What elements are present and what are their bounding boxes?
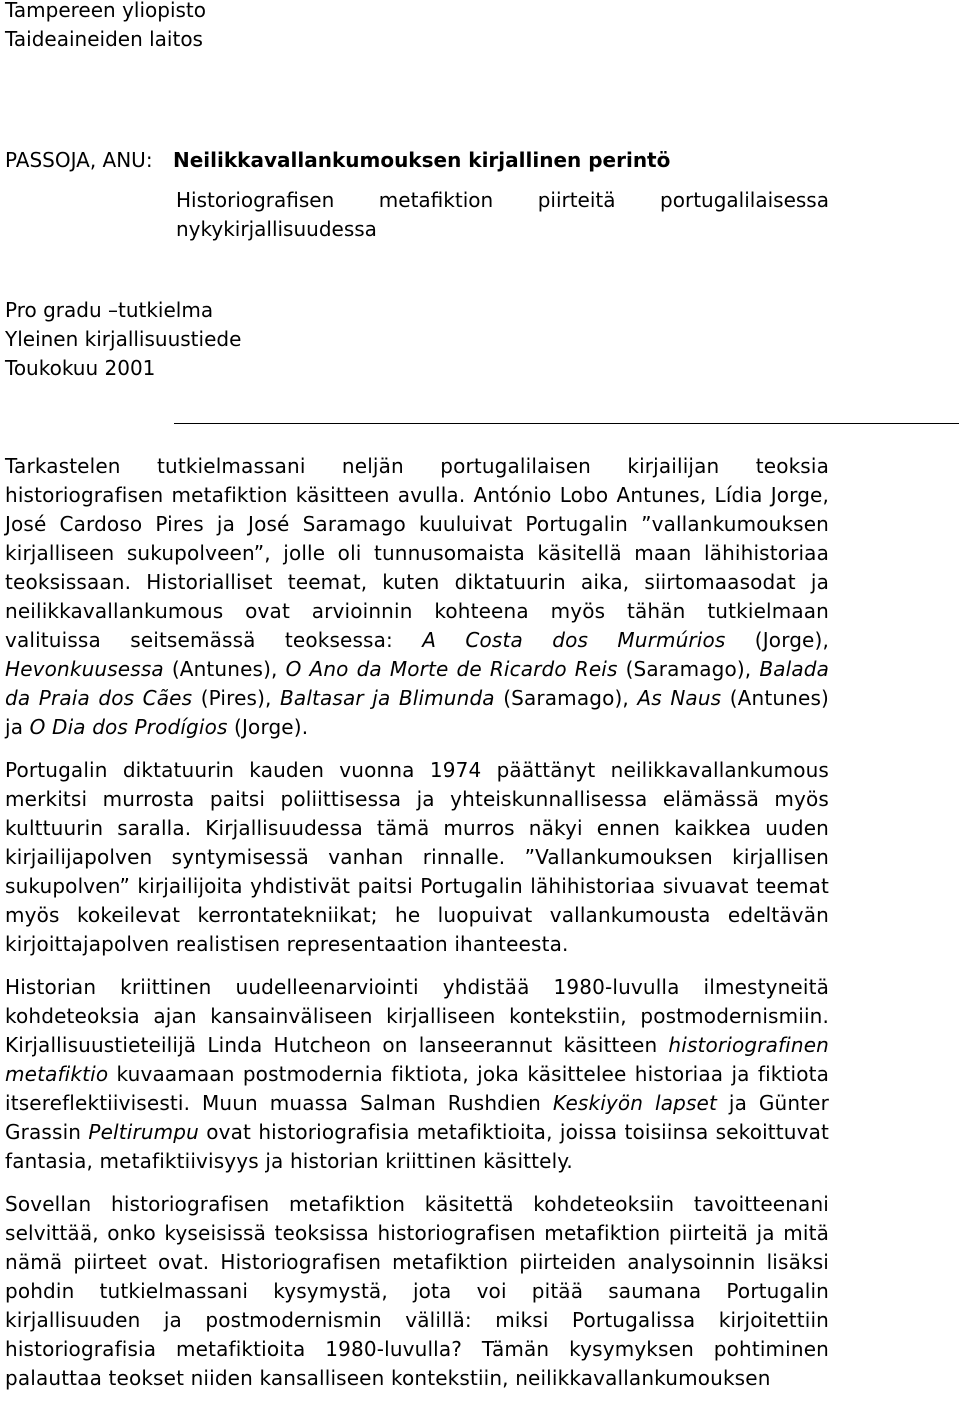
text-run: Historian kriittinen uudelleenarviointi yhdistää 1980-luvulla ilmestyneitä kohdeteoksia ajan kansainväliseen kirjalliseen kontekstiin, postmodernismiin. Kirjallisuustieteilijä Linda Hutcheon on lanseerannut käsitteen bbox=[5, 975, 829, 1057]
work-title: Balada da Praia dos Cães bbox=[5, 657, 829, 710]
abstract-paragraph-2: Portugalin diktatuurin kauden vuonna 1974 päättänyt neilikkavallankumous merkitsi murrosta paitsi poliittisessa ja yhteiskunnallisessa elämässä myös kulttuurin saralla. Kirjallisuudessa tämä murros näkyi ennen kaikkea uuden kirjailijapolven syntymisessä vanhan rinnalle. ”Vallankumouksen kirjallisen sukupolven” kirjailijoita yhdistivät paitsi Portugalin lähihistoriaa sivuavat teemat myös kokeilevat kerrontatekniikat; he luopuivat vallankumousta edeltävän kirjoittajapolven realistisen representaation ihanteesta. bbox=[5, 758, 829, 956]
text-run: (Saramago), bbox=[617, 657, 760, 681]
thesis-type: Pro gradu –tutkielma bbox=[5, 298, 214, 322]
text-run: (Pires), bbox=[192, 686, 281, 710]
subtitle-word: portugalilaisessa bbox=[660, 188, 829, 212]
work-title: O Dia dos Prodígios bbox=[29, 715, 228, 739]
text-run: (Jorge). bbox=[227, 715, 309, 739]
work-title: Hevonkuusessa bbox=[5, 657, 164, 681]
thesis-date: Toukokuu 2001 bbox=[5, 356, 156, 380]
thesis-subject: Yleinen kirjallisuustiede bbox=[5, 327, 242, 351]
abstract-paragraph-4: Sovellan historiografisen metafiktion käsitettä kohdeteoksiin tavoitteenani selvittää, onko kyseisissä teoksissa historiografisen metafiktion piirteitä ja mitä nämä piirteet ovat. Historiografisen metafiktion piirteiden analysoinnin lisäksi pohdin tutkielmassani kysymystä, jota voi pitää saumana Portugalin kirjallisuuden ja postmodernismin välillä: miksi Portugalissa kirjoitettiin historiografisia metafiktioita 1980-luvulla? Tämän kysymyksen pohtiminen palauttaa teokset niiden kansalliseen kontekstiin, neilikkavallankumouksen bbox=[5, 1192, 829, 1390]
text-run: (Antunes) ja bbox=[5, 686, 829, 739]
work-title: Keskiyön lapset bbox=[552, 1091, 717, 1115]
text-run: (Saramago), bbox=[494, 686, 638, 710]
subtitle-line-2: nykykirjallisuudessa bbox=[176, 217, 377, 241]
author-title-line bbox=[5, 146, 829, 175]
thesis-title: Neilikkavallankumouksen kirjallinen perintö bbox=[173, 148, 671, 172]
work-title: Baltasar ja Blimunda bbox=[280, 686, 495, 710]
text-run: Tarkastelen tutkielmassani neljän portugalilaisen kirjailijan teoksia historiografisen metafiktion käsitteen avulla. António Lobo Antunes, Lídia Jorge, José Cardoso Pires ja José Saramago kuuluivat Portugalin ”vallankumouksen kirjalliseen sukupolveen”, jolle oli tunnusomaista käsitellä maan lähihistoriaa teoksissaan. Historialliset teemat, kuten diktatuurin aika, siirtomaasodat ja neilikkavallankumous ovat arvioinnin kohteena myös tähän tutkielmaan valituissa seitsemässä teoksessa: bbox=[5, 454, 829, 652]
work-title: A Costa dos Murmúrios bbox=[422, 628, 726, 652]
subtitle-word: metafiktion bbox=[378, 188, 494, 212]
abstract-paragraph-3 bbox=[5, 973, 829, 1176]
text-run: ja Günter Grassin bbox=[5, 1091, 830, 1144]
thesis-meta bbox=[5, 296, 241, 383]
subtitle-word: Historiografisen bbox=[176, 188, 335, 212]
text-run: kuvaamaan postmodernia fiktiota, joka käsittelee historiaa ja fiktiota itsereflektiivisesti. Muun muassa Salman Rushdien bbox=[5, 1062, 829, 1115]
department-name: Taideaineiden laitos bbox=[5, 27, 203, 51]
author-name: PASSOJA, ANU: bbox=[5, 148, 153, 172]
thesis-subtitle bbox=[176, 186, 829, 244]
work-title: As Naus bbox=[637, 686, 722, 710]
subtitle-word: piirteitä bbox=[537, 188, 616, 212]
divider-line bbox=[174, 423, 959, 424]
subtitle-line-1 bbox=[176, 186, 829, 215]
work-title: O Ano da Morte de Ricardo Reis bbox=[285, 657, 618, 681]
text-run: (Antunes), bbox=[163, 657, 286, 681]
university-name: Tampereen yliopisto bbox=[5, 0, 207, 22]
work-title: Peltirumpu bbox=[88, 1120, 199, 1144]
text-run: ovat historiografisia metafiktioita, joissa toisiinsa sekoittuvat fantasia, metafiktiivisyys ja historian kriittinen käsittely. bbox=[5, 1120, 829, 1173]
header bbox=[5, 0, 206, 54]
abstract-paragraph-1 bbox=[5, 452, 829, 742]
text-run: (Jorge), bbox=[725, 628, 829, 652]
term: historiografinen metafiktio bbox=[5, 1033, 829, 1086]
abstract bbox=[5, 452, 829, 1407]
